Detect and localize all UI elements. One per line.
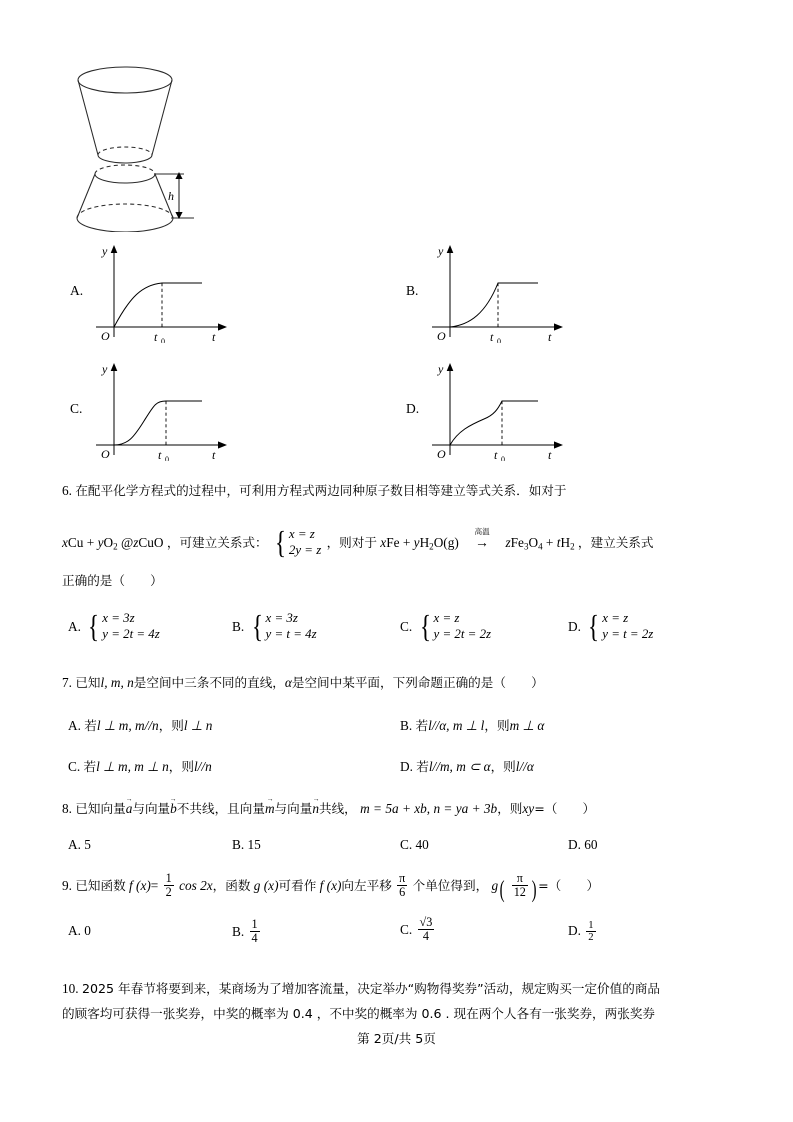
question-10-line1 [62,982,660,996]
q7-opt-b-ruo: 若 [415,718,429,733]
arrow-right-icon: → [475,536,490,552]
q9-opt-a-value: 0 [84,923,91,938]
left-paren-glyph: ( [499,876,505,904]
q8-opt-d-letter: D. [568,837,581,852]
q8-opt-c-letter: C. [400,837,413,852]
q8-opt-a-value: 5 [84,837,91,852]
svg-text:y: y [102,244,108,258]
q8-opt-a-letter: A. [68,837,81,852]
svg-text:0: 0 [501,455,505,461]
q6-opt-c-letter: C. [400,618,413,634]
question-9-option-c[interactable] [400,916,436,943]
question-6-stem-text: 在配平化学方程式的过程中，可利用方程式两边同种原子数目相等建立等式关系．如对于 [75,483,567,498]
double-frustum-figure [62,52,242,232]
graph-option-d[interactable] [398,350,734,468]
q6-opt-d-row2: y = t = 2z [602,626,654,641]
q9-opt-a-letter: A. [68,923,81,938]
q9-g: g [491,877,499,893]
q9-stem-p2: ，函数 [212,877,251,893]
q9-pi-num: π [399,871,406,885]
q8-opt-b-letter: B. [232,837,245,852]
q9-fx: f (x) [129,877,151,893]
svg-text:t: t [548,330,552,343]
q7-alpha: α [284,675,292,690]
q9-opt-d-letter: D. [568,923,581,939]
q9-fx2: f (x) [319,877,342,893]
q8-stem-p2: 与向量 [132,801,171,816]
q7-opt-b-concl: m ⊥ α [509,718,545,733]
q8-eq-m: m = 5a + xb [360,801,427,816]
graph-a-svg [84,239,234,343]
q7-opt-c-cond: l ⊥ m, m ⊥ n [96,759,169,774]
q7-opt-b-letter: B. [400,718,413,733]
question-9-option-d[interactable] [568,920,598,943]
graph-c-svg [84,357,234,461]
eq6-plus1: + [86,534,95,550]
svg-text:t: t [494,448,498,461]
svg-text:y: y [438,362,444,376]
graph-option-grid [62,232,734,468]
question-9-option-a[interactable] [68,924,91,937]
svg-text:t: t [154,330,158,343]
question-6-option-d[interactable]: D. { x = z y = t = 2z [568,608,654,644]
q9-pi-over-12 [512,872,528,899]
q9-eq: = [150,877,159,893]
q9-arg-den: 12 [513,884,526,899]
question-6-option-a[interactable]: A. { x = 3z y = 2t = 4z [68,608,160,644]
q9-pi-over-6 [397,872,407,899]
q6-opt-a-row1: x = 3z [102,611,135,625]
question-10-line2: 的顾客均可获得一张奖券，中奖的概率为 0.4 ，不中奖的概率为 0.6 . 现在两个人各有一张奖券，两张奖券 [62,1006,656,1021]
q8-vector-m: m → [265,802,275,815]
q9-opt-d-fraction [586,920,595,943]
graph-row-cd [62,350,734,468]
q8-vector-a: a → [126,802,133,815]
question-6-formula-line: xCu + $yO_2$ @zCuO ，可建立关系式： { x = z 2y = z ，则对于 xFe + $yH_2O(g)$ 高温 → $zFe_3O_4 + tH_2$ ，建立关系式 [62,524,654,560]
svg-text:t: t [212,330,216,343]
q8-stem-p1: 已知向量 [75,801,126,816]
question-7-option-d[interactable] [400,760,534,774]
svg-text:0: 0 [161,337,165,343]
q6-opt-d-row1: x = z [602,611,629,625]
q9-opt-d-den: 2 [588,932,594,944]
eq6-mid-text1: ，可建立关系式： [166,534,268,550]
q9-opt-c-num: √3 [419,915,433,929]
question-6-number: 6. [62,483,72,498]
question-7-option-c[interactable] [68,760,212,774]
eq6-sys-row1: x = z [288,527,315,541]
q6-opt-a-row2: y = 2t = 4z [102,626,160,641]
question-8-option-c[interactable] [400,838,429,851]
q9-half-fraction [164,872,174,899]
q7-opt-c-ruo: 若 [83,759,97,774]
question-8-option-a[interactable] [68,838,91,851]
svg-text:O: O [101,447,110,461]
q6-opt-b-letter: B. [232,618,245,634]
graph-b-svg [420,239,570,343]
q9-gx: g (x) [253,877,279,893]
svg-text:y: y [102,362,108,376]
graph-option-c[interactable] [62,350,398,468]
q9-frac-den: 2 [165,884,172,899]
q8-vector-n: n → [312,802,319,815]
question-7-stem [62,676,544,690]
svg-text:0: 0 [497,337,501,343]
frustum-svg [62,52,242,232]
graph-option-a-letter: A. [70,283,84,298]
q8-stem-p3: 不共线，且向量 [176,801,265,816]
q9-stem-p6: =（ ） [538,877,600,893]
question-6-option-b[interactable]: B. { x = 3z y = t = 4z [232,608,317,644]
q9-opt-b-den: 4 [251,930,258,945]
question-6-stem-line1 [62,484,566,498]
height-label-h: h [168,189,174,203]
graph-row-ab [62,232,734,350]
graph-option-b[interactable] [398,232,734,350]
q7-stem-part2: 是空间中三条不同的直线， [133,675,285,690]
q6-opt-b-row2: y = t = 4z [265,626,317,641]
q9-stem-p3: 可看作 [278,877,317,893]
q8-opt-d-value: 60 [584,837,598,852]
q7-opt-b-cond: l//α, m ⊥ l [428,718,485,733]
question-9-number: 9. [62,877,72,893]
q9-opt-c-fraction [418,916,435,943]
question-10-number: 10. [62,981,79,996]
q7-lines: l, m, n [100,675,134,690]
q7-opt-d-cond: l//m, m ⊂ α [428,759,491,774]
graph-option-d-letter: D. [406,401,420,416]
q9-opt-c-letter: C. [400,921,413,937]
svg-text:t: t [212,448,216,461]
svg-text:O: O [437,447,446,461]
question-8-stem [62,802,595,816]
q7-opt-c-letter: C. [68,759,81,774]
q9-arg-num: π [516,871,523,885]
question-6-option-c[interactable]: C. { x = z y = 2t = 2z [400,608,492,644]
graph-d-svg [420,357,570,461]
svg-text:t: t [490,330,494,343]
page-footer: 第 2页/共 5页 [357,1031,436,1046]
eq6-x: x [62,534,68,550]
q8-vector-b: b → [170,802,177,815]
q9-opt-d-num: 1 [588,920,594,931]
q8-stem-p5: 共线， [318,801,357,816]
svg-text:t: t [158,448,162,461]
eq6-mid-text2: ，则对于 [326,534,377,550]
q7-stem-part3: 是空间中某平面，下列命题正确的是（ ） [291,675,544,690]
q9-frac-num: 1 [165,871,172,885]
eq6-arrow1: @ [120,534,134,550]
svg-text:y: y [438,244,444,258]
question-7-number: 7. [62,675,72,690]
svg-text:0: 0 [165,455,169,461]
question-7-option-b[interactable] [400,719,544,733]
graph-option-a[interactable] [62,232,398,350]
q8-opt-c-value: 40 [415,837,429,852]
q7-opt-c-concl: l//n [193,759,212,774]
q8-stem-p7: =（ ） [534,801,596,816]
graph-option-c-letter: C. [70,401,83,416]
q6-opt-d-letter: D. [568,618,581,634]
q7-opt-a-ze: ，则 [158,718,184,733]
q8-xy: xy [522,801,535,816]
question-8-number: 8. [62,801,72,816]
q8-stem-p6: ，则 [497,801,523,816]
question-9-option-b[interactable] [232,918,262,945]
svg-text:t: t [548,448,552,461]
svg-text:O: O [101,329,110,343]
arrow-up [175,172,182,179]
eq6-system1: { x = z 2y = z [274,524,322,560]
question-8-option-b[interactable] [232,838,261,851]
q7-opt-d-letter: D. [400,759,413,774]
eq6-tail-text: ，建立关系式 [577,534,654,550]
q9-pi-den: 6 [397,885,407,899]
q7-opt-c-ze: ，则 [168,759,194,774]
q7-opt-d-ze: ，则 [490,759,516,774]
q7-opt-d-concl: l//α [515,759,534,774]
reaction-condition-label: 高温 [474,527,490,537]
q7-opt-b-ze: ，则 [484,718,510,733]
q9-opt-b-num: 1 [251,917,258,931]
q9-stem-p5: 个单位得到， [412,877,489,893]
q8-eq-comma: , [426,801,431,816]
q8-stem-p4: 与向量 [274,801,313,816]
q8-opt-b-value: 15 [247,837,261,852]
q9-opt-b-letter: B. [232,923,245,939]
q7-opt-a-cond: l ⊥ m, m//n [96,718,159,733]
q7-opt-a-letter: A. [68,718,81,733]
q8-eq-n: n = ya + 3b [433,801,498,816]
question-6-stem-line3: 正确的是（ ） [62,573,163,588]
q6-opt-b-row1: x = 3z [265,611,298,625]
q9-stem-p4: 向左平移 [341,877,392,893]
eq6-reaction-arrow [465,527,499,552]
q10-line1-text: 2025 年春节将要到来，某商场为了增加客流量，决定举办“购物得奖券”活动，规定购买一定价值的商品 [81,981,660,996]
q6-opt-c-row1: x = z [433,611,460,625]
q7-opt-a-concl: l ⊥ n [183,718,213,733]
right-paren-glyph: ) [531,876,537,904]
question-7-option-a[interactable] [68,719,212,733]
q9-cos: cos 2x [179,877,213,893]
q9-opt-b-fraction [250,918,260,945]
eq6-sys-row2: 2y = z [288,542,322,557]
question-9-stem [62,872,599,902]
graph-option-b-letter: B. [406,283,419,298]
question-8-option-d[interactable] [568,838,598,851]
q9-stem-p1: 已知函数 [75,877,126,893]
q6-opt-a-letter: A. [68,618,81,634]
svg-text:O: O [437,329,446,343]
q7-stem-part1: 已知 [75,675,101,690]
q9-opt-c-den: 4 [418,929,435,943]
q7-opt-d-ruo: 若 [416,759,429,774]
q7-opt-a-ruo: 若 [84,718,97,733]
q6-opt-c-row2: y = 2t = 2z [433,626,492,641]
